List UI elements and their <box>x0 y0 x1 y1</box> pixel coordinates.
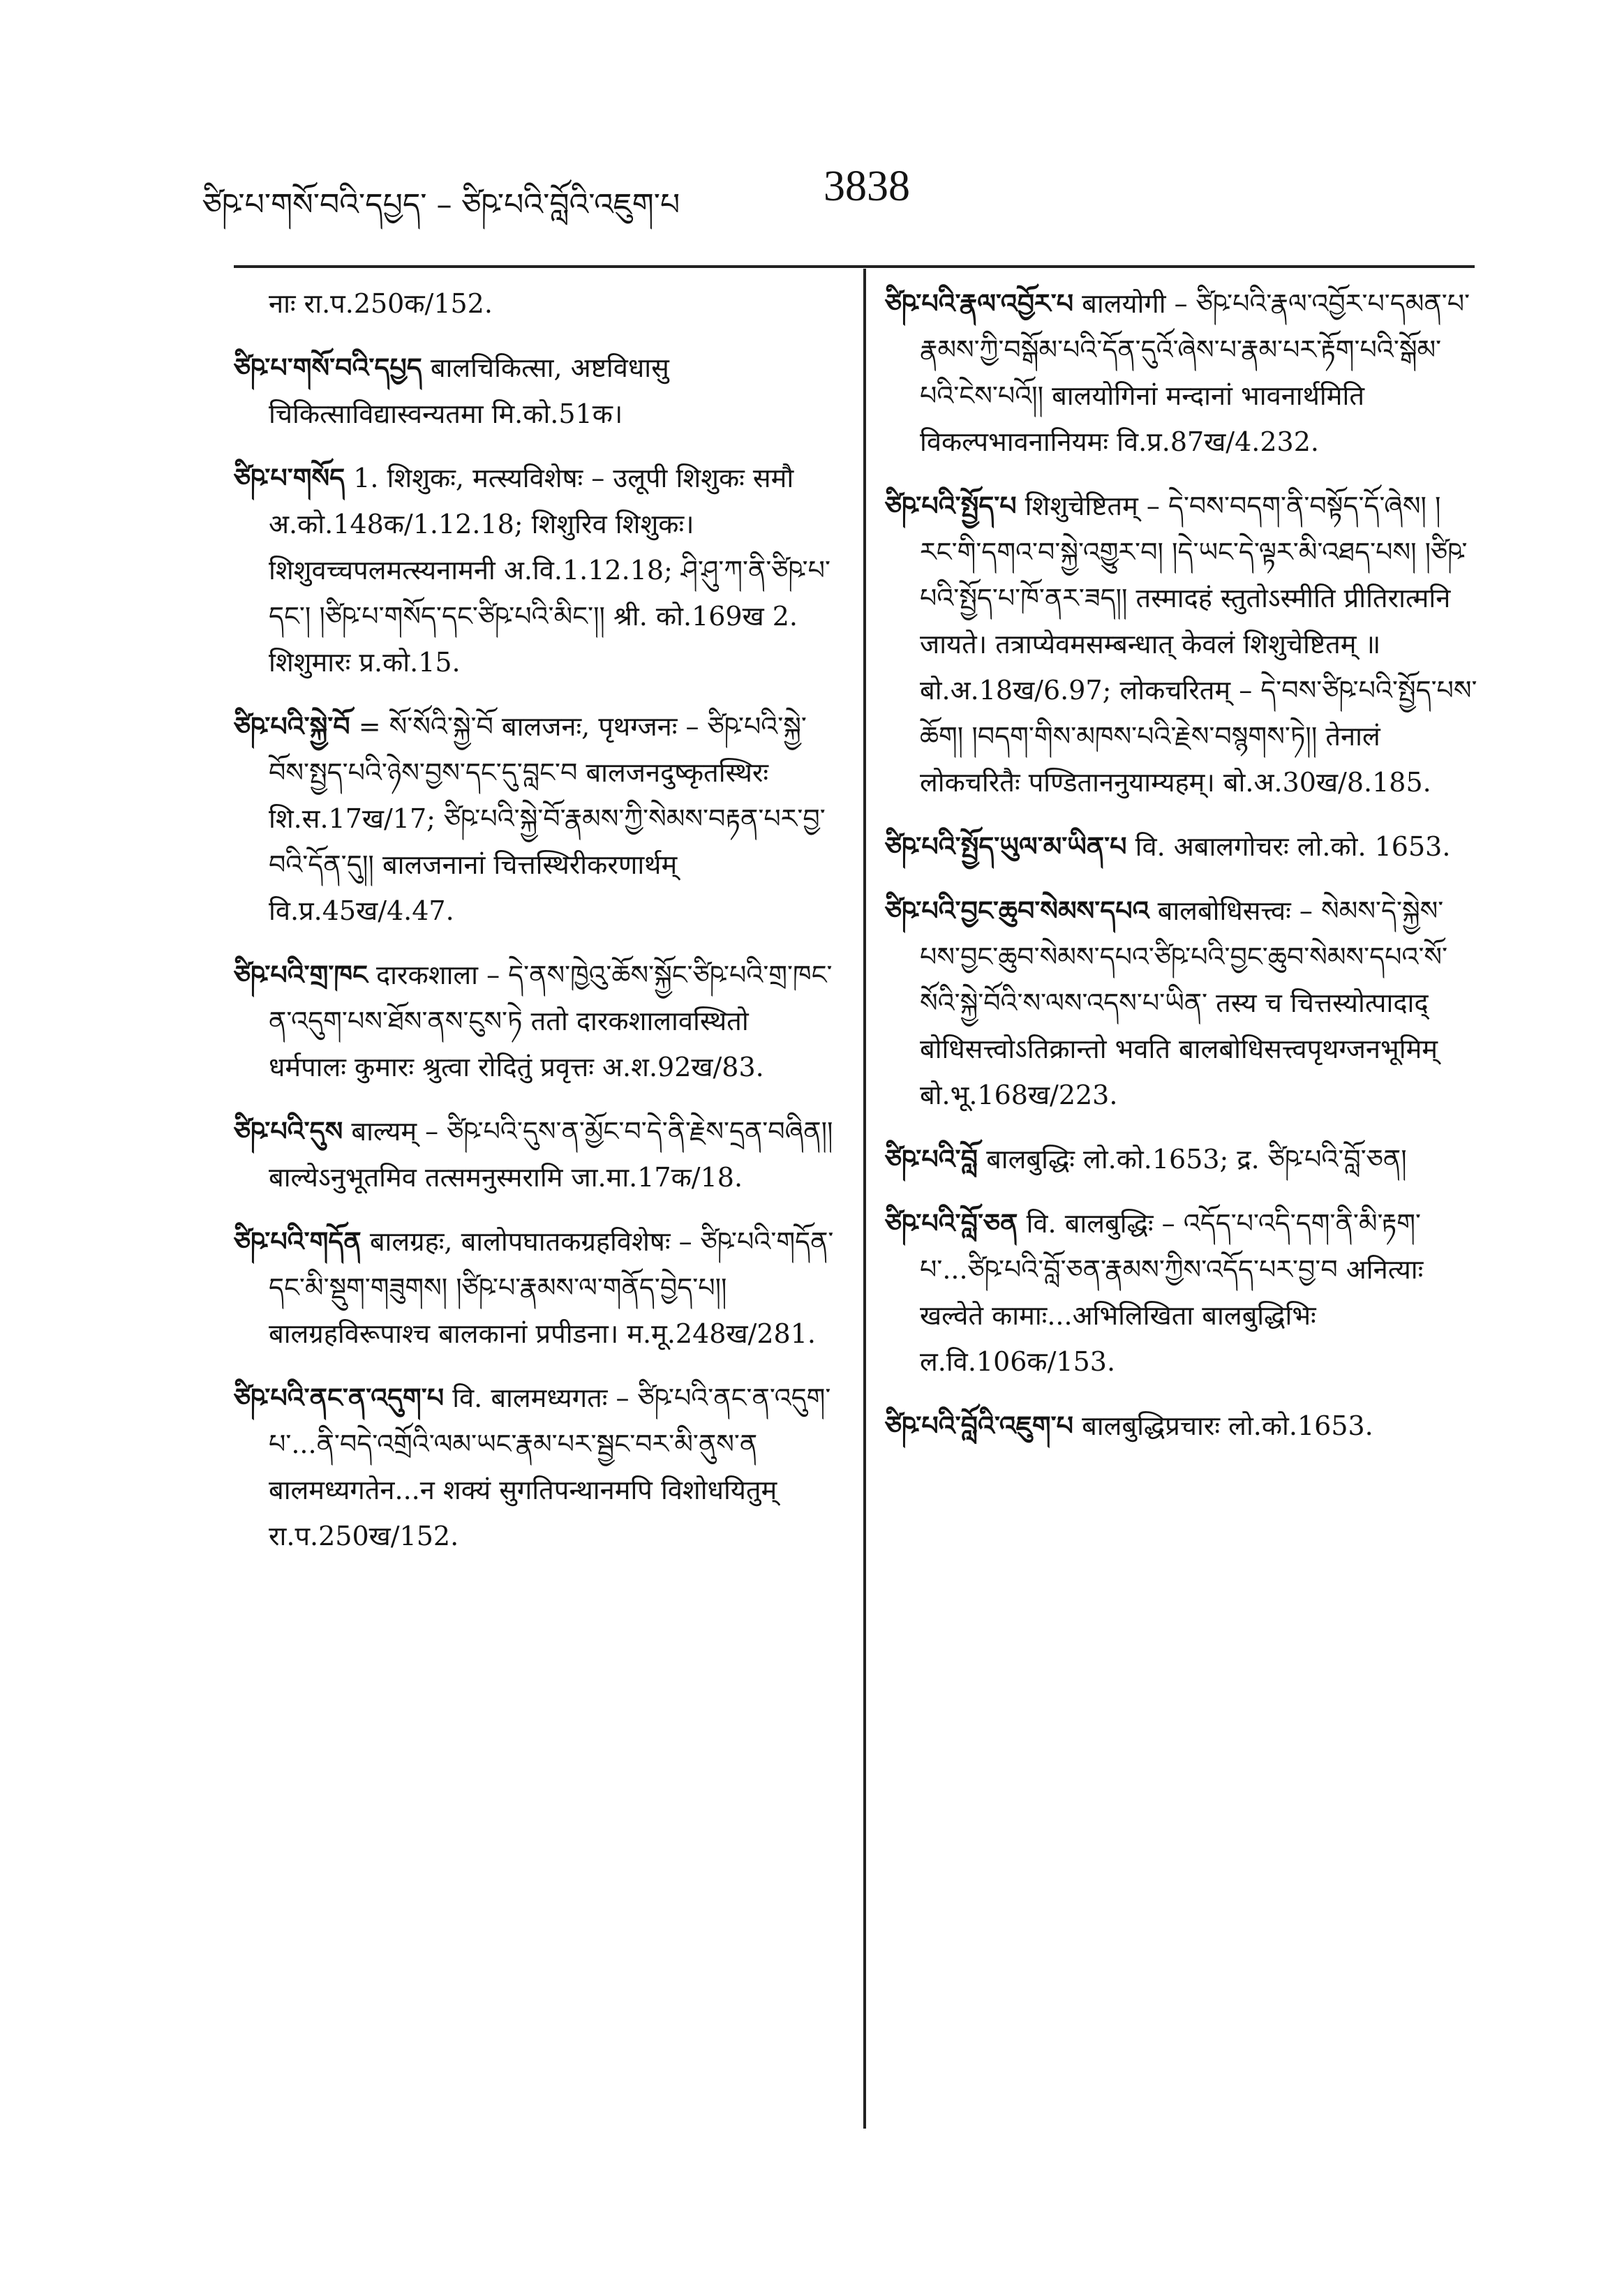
dictionary-entry <box>885 824 1478 870</box>
entry-headword: ཙིཥ་པའི་ནང་ན་འདུག་པ <box>234 1382 445 1413</box>
entry-definition: 1. शिशुकः, मत्स्यविशेषः – उलूपी शिशुकः समौ अ.को.148क/1.12.18; शिशुरिव शिशुकः। शिशुवच्चपलमत्स्यनामनी अ.वि.1.12.18; ཤི་ཤུ་ཀ་ནི་ཙིཥ་པ་དང་། །ཙིཥ་པ་གསོད་དང་ཙིཥ་པའི་མིང་།། श्री. को.169ख 2. शिशुमारः प्र.को.15. <box>269 463 831 678</box>
entry-definition: = སོ་སོའི་སྐྱེ་བོ बालजनः, पृथग्जनः – ཙིཥ་པའི་སྐྱེ་བོས་སྤྱད་པའི་ཉེས་བྱས་དང་དུ་བླང་བ बालजनदुष्कृतस्थिरः शि.स.17ख/17; ཙིཥ་པའི་སྐྱེ་བོ་རྣམས་ཀྱི་སེམས་བརྟན་པར་བྱ་བའི་དོན་དུ།། बालजनानां चित्तस्थिरीकरणार्थम् वि.प्र.45ख/4.47. <box>269 711 826 926</box>
entry-definition: दारकशाला – དེ་ནས་ཁྱེའུ་ཆོས་སྐྱོང་ཙིཥ་པའི་གྲ་ཁང་ན་འདུག་པས་ཐོས་ནས་ངུས་ཏེ ततो दारकशालावस्थितो धर्मपालः कुमारः श्रुत्वा रोदितुं प्रवृत्तः अ.श.92ख/83. <box>269 960 833 1082</box>
entry-headword: ཙིཥ་པའི་རྣལ་འབྱོར་པ <box>885 288 1074 319</box>
dictionary-entry <box>234 1375 834 1559</box>
entry-definition: बाल्यम् – ཙིཥ་པའི་དུས་ན་མྱོང་བ་དེ་ནི་རྗེས་དྲན་བཞིན།། बाल्येऽनुभूतमिव तत्समनुस्मरामि जा.मा.17क/18. <box>269 1116 833 1193</box>
entry-headword: ཙིཥ་པ་གསོ་བའི་དཔྱད <box>234 352 422 383</box>
entry-definition: बालबुद्धिप्रचारः लो.को.1653. <box>1073 1410 1373 1441</box>
entry-headword: ཙིཥ་པའི་གྲ་ཁང <box>234 959 368 990</box>
entry-definition: वि. अबालगोचरः लो.को. 1653. <box>1126 831 1451 862</box>
header-title: ཙིཥ་པ་གསོ་བའི་དཔྱད་ – ཙིཥ་པའི་བློའི་འཇུག་པ <box>202 187 680 223</box>
entry-headword: ཙིཥ་པའི་བློ་ཅན <box>885 1207 1018 1239</box>
entry-headword: ཙིཥ་པ་གསོད <box>234 462 345 493</box>
entry-definition: बालयोगी – ཙིཥ་པའི་རྣལ་འབྱོར་པ་དམན་པ་རྣམས་ཀྱི་བསྒོམ་པའི་དོན་དུའོ་ཞེས་པ་རྣམ་པར་རྟོག་པའི་སྒོམ་པའི་ངེས་པའོ།། बालयोगिनां मन्दानां भावनार्थमिति विकल्पभावनानियमः वि.प्र.87ख/4.232. <box>920 288 1470 457</box>
dictionary-entry <box>885 281 1478 465</box>
dictionary-entry <box>885 1403 1478 1449</box>
entry-definition: वि. बालमध्यगतः – ཙིཥ་པའི་ནང་ན་འདུག་པ་...ནི་བདེ་འགྲོའི་ལམ་ཡང་རྣམ་པར་སྦྱང་བར་མི་ནུས་ན बालमध्यगतेन...न शक्यं सुगतिपन्थानमपि विशोधयितुम् रा.प.250ख/152. <box>269 1383 831 1551</box>
dictionary-entry <box>885 1136 1478 1182</box>
entry-headword: ཙིཥ་པའི་བྱང་ཆུབ་སེམས་དཔའ <box>885 895 1149 926</box>
entry-headword: ཙིཥ་པའི་བློ <box>885 1143 978 1175</box>
entry-definition: बालचिकित्सा, अष्टविधासु चिकित्साविद्यास्वन्यतमा मि.को.51क। <box>269 352 669 429</box>
header-rule <box>234 265 1475 268</box>
entry-definition: बालबुद्धिः लो.को.1653; द्र. ཙིཥ་པའི་བློ་ཅན། <box>978 1144 1407 1175</box>
entry-definition: नाः रा.प.250क/152. <box>269 288 493 319</box>
dictionary-entry <box>234 703 834 934</box>
dictionary-entry <box>234 455 834 685</box>
dictionary-entry <box>234 1108 834 1200</box>
column-divider <box>863 269 866 2129</box>
left-column <box>234 281 834 1577</box>
entry-definition: वि. बालबुद्धिः – འདོད་པ་འདི་དག་ནི་མི་རྟག་པ་...ཙིཥ་པའི་བློ་ཅན་རྣམས་ཀྱིས་འདོད་པར་བྱ་བ अनित्याः खल्वेते कामाः...अभिलिखिता बालबुद्धिभिः ल.वि.106क/153. <box>920 1208 1424 1377</box>
right-column <box>885 281 1478 1467</box>
entry-definition: बालग्रहः, बालोपघातकग्रहविशेषः – ཙིཥ་པའི་གདོན་དང་མི་སྡུག་གཟུགས། །ཙིཥ་པ་རྣམས་ལ་གནོད་བྱེད་པ།། बालग्रहविरूपाश्च बालकानां प्रपीडना। म.मू.248ख/281. <box>269 1226 834 1349</box>
entry-definition: शिशुचेष्टितम् – དེ་བས་བདག་ནི་བསྟོད་དོ་ཞེས། །རང་གི་དགའ་བ་སྐྱེ་འགྱུར་བ། །དེ་ཡང་དེ་ལྟར་མི་འཐད་པས། །ཙིཥ་པའི་སྤྱོད་པ་ཁོ་ནར་ཟད།། तस्मादहं स्तुतोऽस्मीति प्रीतिरात्मनि जायते। तत्राप्येवमसम्बन्धात् केवलं शिशुचेष्टितम् ॥ बो.अ.18ख/6.97; लोकचरितम् – དེ་བས་ཙིཥ་པའི་སྤྱོད་པས་ཆོག། །བདག་གིས་མཁས་པའི་རྗེས་བསྙགས་ཏེ།། तेनालं लोकचरितैः पण्डिताननुयाम्यहम्। बो.अ.30ख/8.185. <box>920 491 1477 798</box>
dictionary-entry <box>234 345 834 437</box>
dictionary-entry <box>234 1219 834 1357</box>
dictionary-entry <box>234 281 834 327</box>
entry-definition: बालबोधिसत्त्वः – སེམས་དེ་སྐྱེས་པས་བྱང་ཆུབ་སེམས་དཔའ་ཙིཥ་པའི་བྱང་ཆུབ་སེམས་དཔའ་སོ་སོའི་སྐྱེ་བོའི་ས་ལས་འདས་པ་ཡིན་ तस्य च चित्तस्योत्पादाद् बोधिसत्त्वोऽतिक्रान्तो भवति बालबोधिसत्त्वपृथग्जनभूमिम् बो.भू.168ख/223. <box>920 895 1448 1110</box>
entry-headword: ཙིཥ་པའི་སྤྱོད་པ <box>885 490 1017 521</box>
dictionary-entry <box>885 1200 1478 1385</box>
entry-headword: ཙིཥ་པའི་སྤྱོད་ཡུལ་མ་ཡིན་པ <box>885 831 1127 862</box>
dictionary-entry <box>885 888 1478 1118</box>
dictionary-entry <box>234 952 834 1090</box>
running-header <box>202 162 1431 225</box>
entry-headword: ཙིཥ་པའི་བློའི་འཇུག་པ <box>885 1410 1073 1441</box>
entry-headword: ཙིཥ་པའི་སྐྱེ་བོ <box>234 710 350 742</box>
entry-headword: ཙིཥ་པའི་གདོན <box>234 1226 362 1257</box>
page-number: 3838 <box>824 163 910 210</box>
dictionary-entry <box>885 483 1478 805</box>
entry-headword: ཙིཥ་པའི་དུས <box>234 1115 343 1147</box>
